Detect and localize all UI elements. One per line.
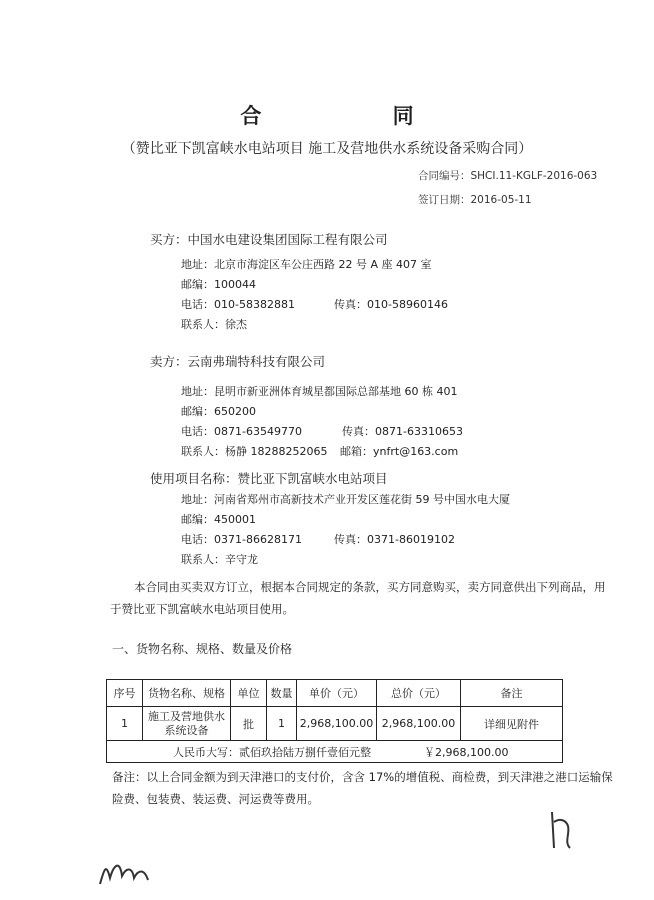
col-header-remarks: 备注	[461, 680, 563, 707]
col-header-total-price: 总价（元）	[377, 680, 461, 707]
handwritten-initial-mark	[548, 808, 576, 852]
cell-unit-price: 2,968,100.00	[297, 707, 377, 741]
total-amount-value: ￥2,968,100.00	[424, 745, 509, 759]
buyer-contact: 联系人：徐杰	[181, 318, 247, 331]
cell-unit: 批	[231, 707, 267, 741]
buyer-heading: 买方：中国水电建设集团国际工程有限公司	[150, 232, 388, 247]
seller-postcode: 邮编：650200	[181, 405, 256, 418]
col-header-unit: 单位	[231, 680, 267, 707]
cell-quantity: 1	[267, 707, 297, 741]
table-header-row	[107, 680, 563, 707]
user-heading: 使用项目名称：赞比亚下凯富峡水电站项目	[150, 471, 388, 486]
table-row	[107, 707, 563, 741]
seller-heading: 卖方：云南弗瑞特科技有限公司	[150, 354, 326, 369]
handwritten-signature	[96, 850, 156, 890]
price-note: 备注：以上合同金额为到天津港口的支付价，含含 17%的增值税、商检费，到天津港之港口运输保险费、包装费、装运费、河运费等费用。	[112, 770, 613, 806]
cell-remarks: 详细见附件	[461, 707, 563, 741]
seller-address: 地址：昆明市新亚洲体育城星都国际总部基地 60 栋 401	[181, 385, 458, 398]
buyer-phone: 电话：010-58382881	[181, 298, 295, 311]
contract-number: 合同编号：SHCI.11-KGLF-2016-063	[418, 170, 598, 182]
user-fax: 传真：0371-86019102	[334, 533, 455, 546]
sign-date: 签订日期：2016-05-11	[418, 194, 532, 206]
col-header-quantity: 数量	[267, 680, 297, 707]
user-postcode: 邮编：450001	[181, 513, 256, 526]
col-header-name: 货物名称、规格	[143, 680, 231, 707]
section-goods-heading: 一、货物名称、规格、数量及价格	[112, 642, 293, 656]
document-subtitle: （赞比亚下凯富峡水电站项目 施工及营地供水系统设备采购合同）	[121, 141, 533, 157]
col-header-unit-price: 单价（元）	[297, 680, 377, 707]
buyer-fax: 传真：010-58960146	[334, 298, 448, 311]
buyer-address: 地址：北京市海淀区车公庄西路 22 号 A 座 407 室	[181, 258, 432, 271]
col-header-index: 序号	[107, 680, 143, 707]
intro-paragraph: 本合同由买卖双方订立，根据本合同规定的条款，买方同意购买，卖方同意供出下列商品，用于赞比亚下凯富峡水电站项目使用。	[110, 580, 606, 616]
user-contact: 联系人：辛守龙	[181, 553, 258, 566]
table-total-row	[107, 741, 563, 763]
seller-contact: 联系人：杨静 18288252065	[181, 445, 328, 458]
seller-fax: 传真：0871-63310653	[342, 425, 463, 438]
cell-name: 施工及营地供水系统设备	[143, 707, 231, 741]
buyer-postcode: 邮编：100044	[181, 278, 256, 291]
goods-table	[106, 679, 563, 763]
cell-total-price: 2,968,100.00	[377, 707, 461, 741]
user-address: 地址：河南省郑州市高新技术产业开发区莲花街 59 号中国水电大厦	[181, 493, 510, 506]
seller-email: 邮箱：ynfrt@163.com	[340, 445, 459, 458]
seller-phone: 电话：0871-63549770	[181, 425, 302, 438]
document-title: 合 同	[240, 104, 476, 128]
total-amount-words: 人民币大写：贰佰玖拾陆万捌仟壹佰元整	[173, 745, 371, 759]
user-phone: 电话：0371-86628171	[181, 533, 302, 546]
cell-index: 1	[107, 707, 143, 741]
